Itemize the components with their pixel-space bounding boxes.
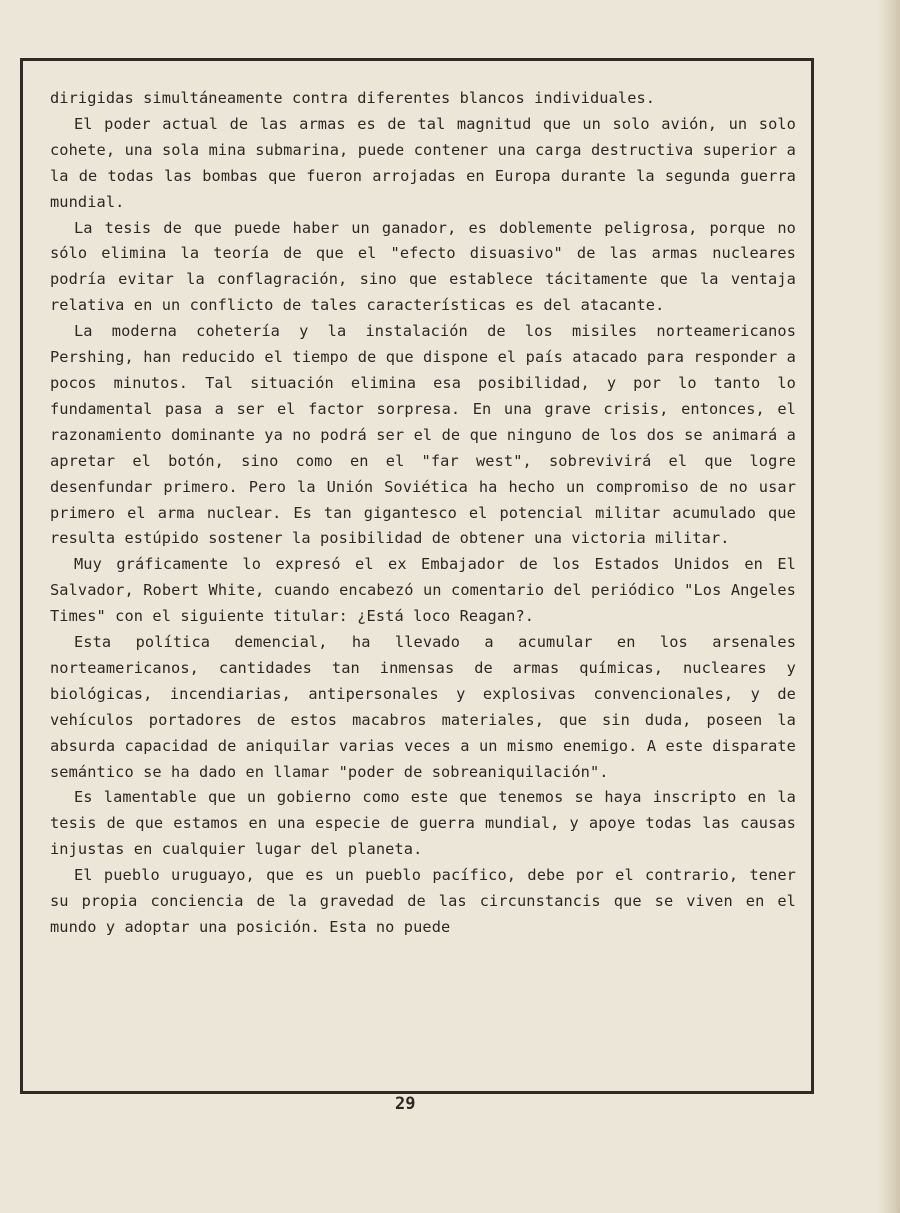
paragraph: Muy gráficamente lo expresó el ex Embajador de los Estados Unidos en El Salvador, Robert White, cuando encabezó un comentario del periódico "Los Angeles Times" con el siguiente titular: ¿Está loco Reagan?. [50,555,796,626]
paragraph: dirigidas simultáneamente contra diferentes blancos individuales. [50,89,656,107]
paragraph: La moderna cohetería y la instalación de los misiles norteamericanos Pershing, han reducido el tiempo de que dispone el país atacado para responder a pocos minutos. Tal situación elimina esa posibilidad, y por lo tanto lo fundamental pasa a ser el factor sorpresa. En una grave crisis, entonces, el razonamiento dominante ya no podrá ser el de que ninguno de los dos se animará a apretar el botón, sino como en el "far west", sobrevivirá el que logre desenfundar primero. Pero la Unión Soviética ha hecho un compromiso de no usar primero el arma nuclear. Es tan gigantesco el potencial militar acumulado que resulta estúpido sostener la posibilidad de obtener una victoria militar. [50,322,796,548]
paragraph: Es lamentable que un gobierno como este que tenemos se haya inscripto en la tesis de que estamos en una especie de guerra mundial, y apoye todas las causas injustas en cualquier lugar del planeta. [50,788,796,859]
body-text [50,86,796,941]
page-number: 29 [395,1094,416,1114]
page-edge-shadow [878,0,900,1213]
paragraph: La tesis de que puede haber un ganador, es doblemente peligrosa, porque no sólo elimina la teoría de que el "efecto disuasivo" de las armas nucleares podría evitar la conflagración, sino que establece tácitamente que la ventaja relativa en un conflicto de tales características es del atacante. [50,218,796,315]
text-frame [20,58,814,1094]
paragraph: El poder actual de las armas es de tal magnitud que un solo avión, un solo cohete, una sola mina submarina, puede contener una carga destructiva superior a la de todas las bombas que fueron arrojadas en Europa durante la segunda guerra mundial. [50,114,796,211]
paragraph: Esta política demencial, ha llevado a acumular en los arsenales norteamericanos, cantidades tan inmensas de armas químicas, nucleares y biológicas, incendiarias, antipersonales y explosivas convencionales, y de vehículos portadores de estos macabros materiales, que sin duda, poseen la absurda capacidad de aniquilar varias veces a un mismo enemigo. A este disparate semántico se ha dado en llamar "poder de sobreaniquilación". [50,633,796,781]
paragraph: El pueblo uruguayo, que es un pueblo pacífico, debe por el contrario, tener su propia conciencia de la gravedad de las circunstancis que se viven en el mundo y adoptar una posición. Esta no puede [50,866,796,936]
